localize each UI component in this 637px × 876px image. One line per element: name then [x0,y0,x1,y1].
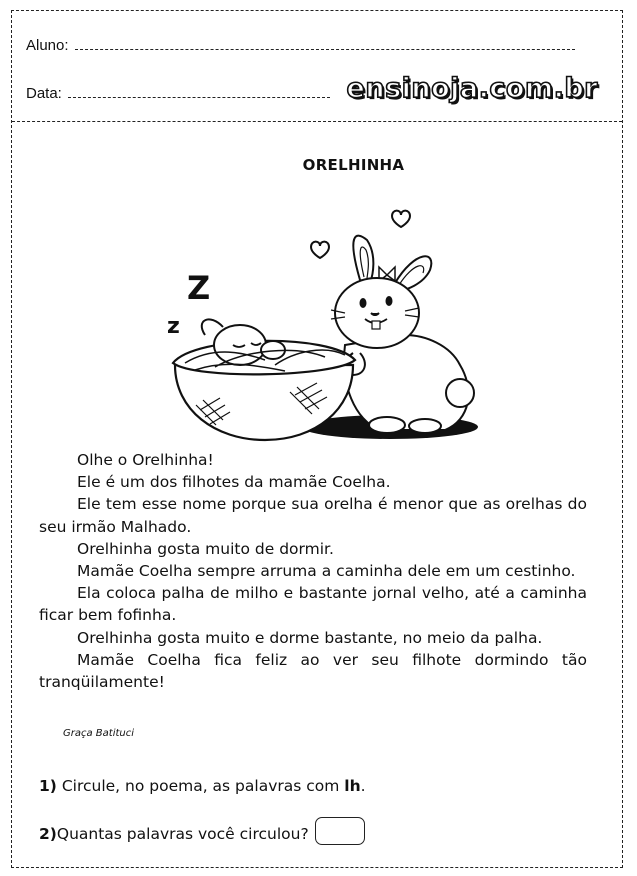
heart-icon [311,242,329,258]
question-2 [39,817,365,845]
brand-logo: ensinoja.com.br [346,73,598,104]
heart-icon [392,211,410,227]
story-text [39,449,587,693]
story-paragraph: Mamãe Coelha sempre arruma a caminha dele em um cestinho. [77,562,576,581]
date-field[interactable] [68,97,330,98]
question-text: Quantas palavras você circulou? [56,825,309,843]
answer-box[interactable] [315,817,365,845]
sleep-letter-big: Z [187,269,211,307]
student-name-field[interactable] [75,49,575,50]
story-paragraph: Ela coloca palha de milho e bastante jornal velho, até a caminha ficar bem fofinha. [39,584,587,625]
story-paragraph: Orelhinha gosta muito de dormir. [77,539,334,558]
question-1 [39,777,366,795]
question-highlight: lh [344,777,361,795]
student-name-label: Aluno: [26,37,69,54]
question-text: Circule, no poema, as palavras com [61,777,345,795]
header-divider [12,121,622,122]
story-paragraph: Ele é um dos filhotes da mamãe Coelha. [77,473,391,492]
story-paragraph: Mamãe Coelha fica feliz ao ver seu filhote dormindo tão tranqüilamente! [39,650,587,692]
sleep-letter-small: z [167,314,180,339]
question-number: 1) [39,777,57,795]
story-paragraph: Olhe o Orelhinha! [77,451,214,469]
question-end: . [360,777,366,795]
story-paragraph: Orelhinha gosta muito e dorme bastante, no meio da palha. [77,628,543,647]
story-paragraph: Ele tem esse nome porque sua orelha é menor que as orelhas do seu irmão Malhado. [39,495,587,536]
author-credit: Graça Batituci [63,728,135,739]
date-row [26,85,330,102]
question-number: 2) [39,825,57,843]
student-name-row [26,37,575,54]
sleeping-bunny-basket-illustration [155,195,485,450]
date-label: Data: [26,85,62,102]
story-title: ORELHINHA [302,156,405,174]
header [12,11,622,121]
